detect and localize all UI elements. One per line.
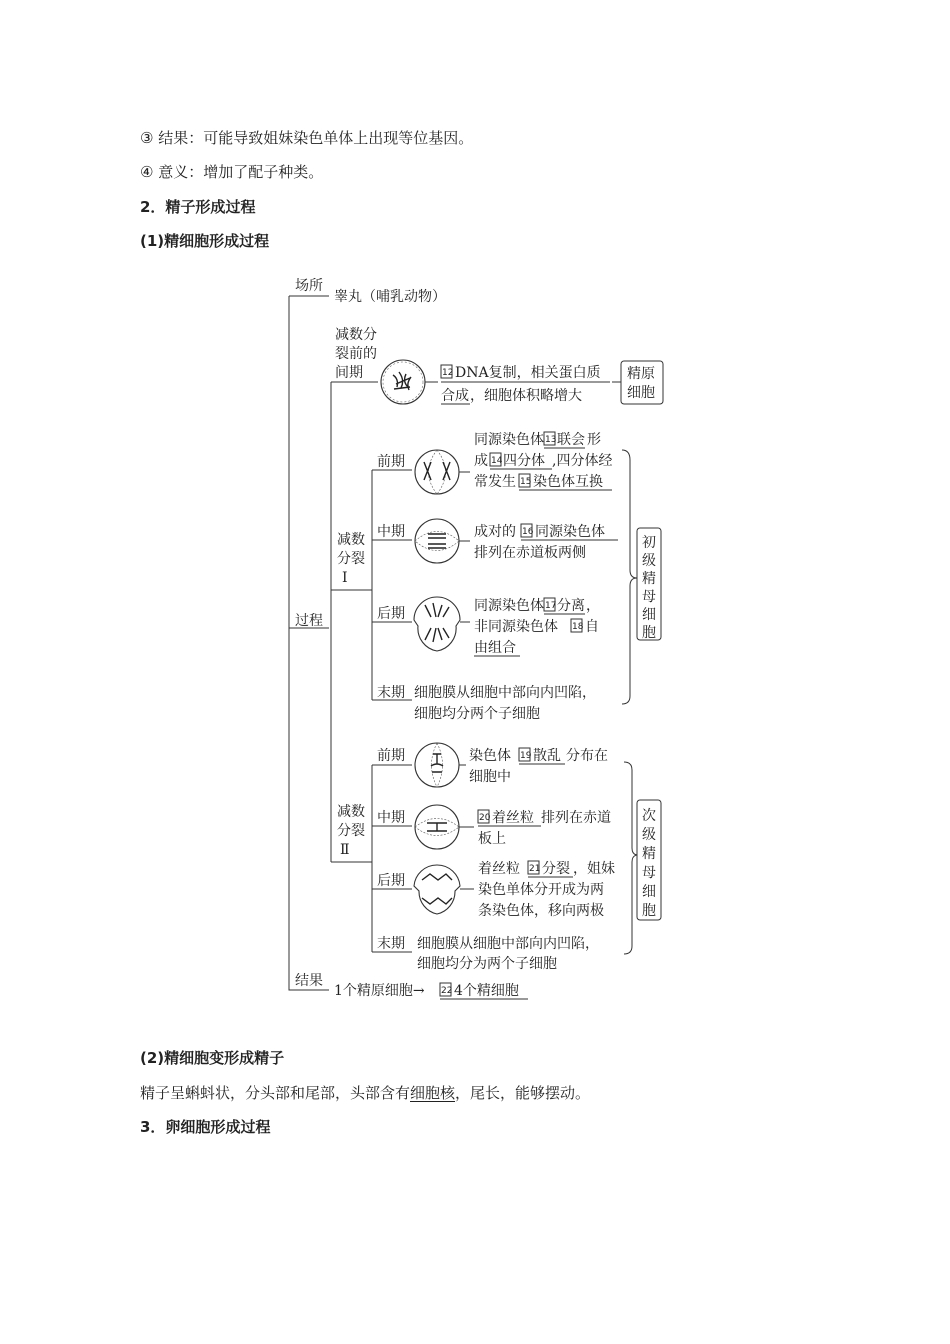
- svg-text:19: 19: [520, 751, 532, 761]
- m1-prophase-cell-icon: [415, 450, 459, 494]
- section-heading-3: 3．卵细胞形成过程: [140, 1118, 271, 1136]
- svg-text:同源染色体: 同源染色体: [535, 524, 605, 540]
- svg-text:成对的: 成对的: [474, 524, 516, 540]
- m1-prophase-label: 前期: [377, 454, 405, 470]
- svg-text:着丝粒: 着丝粒: [478, 861, 520, 877]
- svg-text:1个精原细胞→: 1个精原细胞→: [334, 983, 425, 999]
- result-description: [334, 982, 528, 999]
- meiosis2-label-1: 减数: [337, 804, 365, 820]
- svg-text:18: 18: [572, 622, 584, 632]
- secondary-char-5: 细: [642, 884, 656, 900]
- svg-text:排列在赤道: 排列在赤道: [541, 810, 611, 826]
- svg-text:染色单体分开成为两: 染色单体分开成为两: [478, 882, 604, 898]
- meiosis1-label-1: 减数: [337, 532, 365, 548]
- interphase-description: [441, 364, 610, 404]
- svg-text:成: 成: [474, 453, 488, 469]
- m2-telophase-line1: 细胞膜从细胞中部向内凹陷，: [417, 936, 599, 952]
- svg-text:17: 17: [545, 601, 557, 611]
- subheading-2: (2)精细胞变形成精子: [140, 1049, 285, 1067]
- svg-text:分布在: 分布在: [566, 748, 608, 764]
- nucleus-term: 细胞核: [410, 1084, 456, 1102]
- svg-text:20: 20: [479, 813, 491, 823]
- m1-prophase-description: [474, 431, 612, 490]
- interphase-label-3: 间期: [335, 365, 363, 381]
- svg-text:合成: 合成: [441, 388, 469, 404]
- svg-text:分裂: 分裂: [542, 861, 570, 877]
- svg-text:，: ，: [586, 598, 600, 614]
- interphase-label-1: 减数分: [335, 327, 377, 343]
- m2-metaphase-label: 中期: [377, 810, 405, 826]
- m1-metaphase-label: 中期: [377, 524, 405, 540]
- m1-anaphase-description: [474, 597, 600, 656]
- meiosis1-label-3: Ⅰ: [342, 570, 348, 586]
- svg-text:由组合: 由组合: [474, 640, 516, 656]
- m1-telophase-line1: 细胞膜从细胞中部向内凹陷，: [414, 685, 596, 701]
- result-label: 结果: [295, 973, 323, 989]
- svg-text:条染色体，移向两极: 条染色体，移向两极: [478, 903, 604, 919]
- site-label: 场所: [295, 278, 323, 294]
- secondary-char-1: 次: [642, 808, 656, 824]
- root-bracket: [289, 296, 329, 990]
- meiosis2-label-3: Ⅱ: [340, 842, 350, 858]
- m2-prophase-cell-icon: [415, 743, 459, 787]
- m1-metaphase-description: [474, 523, 618, 561]
- svg-text:分离: 分离: [557, 598, 585, 614]
- svg-text:常发生: 常发生: [474, 474, 516, 490]
- svg-text:22: 22: [441, 986, 453, 996]
- subheading-1: (1)精细胞形成过程: [140, 232, 270, 250]
- svg-text:四分体: 四分体: [503, 453, 545, 469]
- m2-metaphase-cell-icon: [415, 805, 459, 849]
- secondary-brace: [624, 762, 638, 954]
- m1-anaphase-cell-icon: [414, 597, 460, 651]
- svg-text:，姐妹: ，姐妹: [573, 861, 615, 877]
- svg-text:12: 12: [442, 368, 454, 378]
- svg-text:14: 14: [491, 456, 503, 466]
- primary-char-1: 初: [642, 535, 656, 551]
- svg-text:染色体互换: 染色体互换: [533, 474, 603, 490]
- svg-text:板上: 板上: [478, 831, 506, 847]
- primary-char-2: 级: [642, 553, 656, 569]
- site-value: 睾丸（哺乳动物）: [334, 289, 446, 305]
- primary-char-5: 细: [642, 607, 656, 623]
- svg-text:同源染色体: 同源染色体: [474, 432, 544, 448]
- significance-item: ④ 意义：增加了配子种类。: [140, 163, 324, 181]
- m2-telophase-line2: 细胞均分为两个子细胞: [417, 956, 557, 972]
- svg-text:16: 16: [522, 527, 534, 537]
- spermatogonium-1: 精原: [627, 366, 655, 382]
- svg-text:自: 自: [585, 619, 599, 635]
- svg-text:散乱: 散乱: [533, 748, 561, 764]
- meiosis2-label-2: 分裂: [337, 823, 365, 839]
- interphase-cell-icon: [381, 360, 425, 404]
- interphase-label-2: 裂前的: [335, 346, 377, 362]
- secondary-char-4: 母: [642, 865, 656, 881]
- svg-text:排列在赤道板两侧: 排列在赤道板两侧: [474, 545, 586, 561]
- m2-prophase-description: [469, 747, 608, 785]
- primary-char-6: 胞: [642, 625, 656, 641]
- sperm-description: 精子呈蝌蚪状，分头部和尾部，头部含有细胞核，尾长，能够摆动。: [140, 1084, 591, 1102]
- m2-anaphase-description: [478, 860, 615, 919]
- spermatogonium-2: 细胞: [627, 385, 655, 401]
- m1-anaphase-label: 后期: [377, 606, 405, 622]
- m2-anaphase-cell-icon: [414, 865, 460, 914]
- m1-telophase-line2: 细胞均分两个子细胞: [414, 706, 540, 722]
- svg-text:着丝粒: 着丝粒: [492, 810, 534, 826]
- svg-text:细胞中: 细胞中: [469, 769, 511, 785]
- svg-text:4个精细胞: 4个精细胞: [454, 983, 519, 999]
- process-label: 过程: [295, 613, 323, 629]
- secondary-char-3: 精: [642, 846, 656, 862]
- svg-text:13: 13: [545, 435, 557, 445]
- svg-text:15: 15: [520, 477, 532, 487]
- primary-char-3: 精: [642, 571, 656, 587]
- secondary-char-2: 级: [642, 827, 656, 843]
- result-item: ③ 结果：可能导致姐妹染色单体上出现等位基因。: [140, 129, 474, 147]
- svg-text:非同源染色体: 非同源染色体: [474, 619, 558, 635]
- primary-char-4: 母: [642, 589, 656, 605]
- svg-text:染色体: 染色体: [469, 748, 511, 764]
- m1-metaphase-cell-icon: [415, 519, 459, 563]
- svg-text:联会: 联会: [557, 432, 585, 448]
- svg-text:DNA复制，相关蛋白质: DNA复制，相关蛋白质: [455, 365, 601, 381]
- m1-telophase-label: 末期: [377, 685, 405, 701]
- m2-metaphase-description: [478, 809, 611, 847]
- svg-text:同源染色体: 同源染色体: [474, 598, 544, 614]
- svg-text:形: 形: [587, 432, 601, 448]
- secondary-char-6: 胞: [642, 903, 656, 919]
- svg-text:，细胞体积略增大: ，细胞体积略增大: [470, 388, 582, 404]
- m2-anaphase-label: 后期: [377, 873, 405, 889]
- m2-prophase-label: 前期: [377, 748, 405, 764]
- section-heading-2: 2．精子形成过程: [140, 198, 256, 216]
- meiosis1-label-2: 分裂: [337, 551, 365, 567]
- svg-text:,四分体经: ,四分体经: [552, 453, 613, 469]
- svg-text:21: 21: [529, 864, 541, 874]
- primary-brace: [622, 450, 637, 704]
- m2-telophase-label: 末期: [377, 936, 405, 952]
